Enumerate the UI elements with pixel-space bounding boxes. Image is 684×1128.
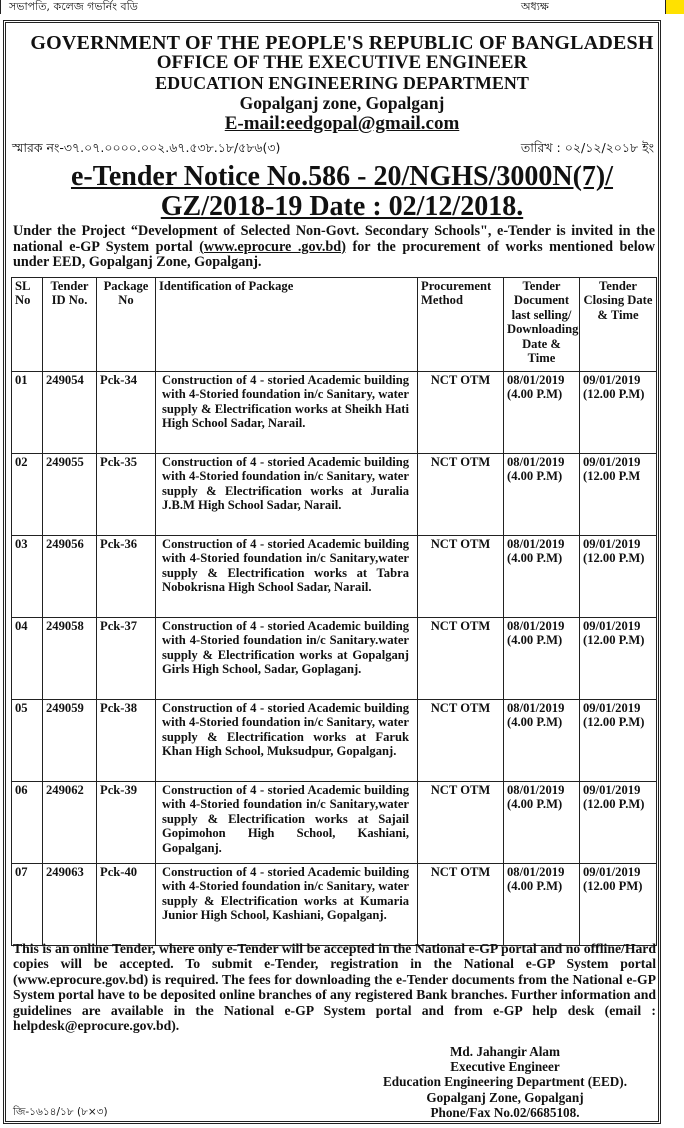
col-header-method: Procurement Method xyxy=(418,278,504,372)
tender-table xyxy=(11,277,657,946)
top-strip-right-text: অধ্যক্ষ xyxy=(521,0,549,13)
cell-sl: 05 xyxy=(12,700,43,782)
cell-doc-date: 08/01/2019 (4.00 P.M) xyxy=(504,618,580,700)
cell-tender-id: 249059 xyxy=(43,700,97,782)
cell-doc-date: 08/01/2019 (4.00 P.M) xyxy=(504,372,580,454)
cell-tender-id: 249063 xyxy=(43,864,97,946)
cell-description: Construction of 4 - storied Academic building with 4-Storied foundation in/c Sanitary.water supply & Electrification works at Gopalganj Girls High School, Sadar, Goplaganj. xyxy=(156,618,418,700)
cell-doc-date: 08/01/2019 (4.00 P.M) xyxy=(504,782,580,864)
cell-package: Pck-39 xyxy=(97,782,156,864)
signature-block xyxy=(355,1044,655,1120)
portal-link: (www.eprocure .gov.bd) xyxy=(199,238,346,255)
cell-closing: 09/01/2019 (12.00 P.M xyxy=(580,454,657,536)
col-header-sl: SL No xyxy=(12,278,43,372)
memo-date: তারিখ : ০২/১২/২০১৮ ইং xyxy=(520,140,654,155)
cell-tender-id: 249054 xyxy=(43,372,97,454)
col-header-tender-id: Tender ID No. xyxy=(43,278,97,372)
intro-text-2: for the procurement of works mentioned below under EED, Gopalganj Zone, Gopalganj. xyxy=(13,238,655,270)
cell-method: NCT OTM xyxy=(418,536,504,618)
signature-dept: Education Engineering Department (EED). xyxy=(383,1074,627,1090)
signature-phone: Phone/Fax No.02/6685108. xyxy=(430,1104,580,1120)
intro-paragraph xyxy=(13,224,655,271)
cell-sl: 07 xyxy=(12,864,43,946)
memo-number: স্মারক নং-৩৭.০৭.০০০০.০০২.৬৭.৫৩৮.১৮/৫৮৬(৩) xyxy=(12,140,281,155)
header-government: GOVERNMENT OF THE PEOPLE'S REPUBLIC OF BANGLADESH xyxy=(30,32,654,54)
top-strip-box xyxy=(0,0,666,14)
cell-description: Construction of 4 - storied Academic building with 4-Storied foundation in/c Sanitary, water supply & Electrification works at Faruk Khan High School, Muksudpur, Gopalganj. xyxy=(156,700,418,782)
cell-tender-id: 249062 xyxy=(43,782,97,864)
cell-description: Construction of 4 - storied Academic building with 4-Storied foundation in/c Sanitary, water supply & Electrification works at Kumaria Junior High School, Kashiani, Gopalganj. xyxy=(156,864,418,946)
cell-package: Pck-36 xyxy=(97,536,156,618)
cell-sl: 06 xyxy=(12,782,43,864)
cell-sl: 03 xyxy=(12,536,43,618)
signature-title: Executive Engineer xyxy=(450,1059,560,1075)
header-office: OFFICE OF THE EXECUTIVE ENGINEER xyxy=(156,52,528,73)
signature-name: Md. Jahangir Alam xyxy=(449,1044,561,1059)
top-strip xyxy=(0,0,684,14)
cell-method: NCT OTM xyxy=(418,864,504,946)
notice-title-line1: e-Tender Notice No.586 - 20/NGHS/3000N(7)/ xyxy=(70,161,614,192)
col-header-closing: Tender Closing Date & Time xyxy=(580,278,657,372)
cell-doc-date: 08/01/2019 (4.00 P.M) xyxy=(504,536,580,618)
cell-description: Construction of 4 - storied Academic building with 4-Storied foundation in/c Sanitary,water supply & Electrification works at Tabra Nobokrisna High School Sadar, Narail. xyxy=(156,536,418,618)
cell-doc-date: 08/01/2019 (4.00 P.M) xyxy=(504,454,580,536)
cell-closing: 09/01/2019 (12.00 PM) xyxy=(580,864,657,946)
cell-sl: 04 xyxy=(12,618,43,700)
cell-tender-id: 249058 xyxy=(43,618,97,700)
notice-title-line2: GZ/2018-19 Date : 02/12/2018. xyxy=(160,191,524,222)
cell-doc-date: 08/01/2019 (4.00 P.M) xyxy=(504,864,580,946)
cell-tender-id: 249056 xyxy=(43,536,97,618)
cell-sl: 01 xyxy=(12,372,43,454)
col-header-doc-date: Tender Document last selling/ Downloading Date & Time xyxy=(504,278,580,372)
header-email: E-mail:eedgopal@gmail.com xyxy=(224,113,460,134)
cell-package: Pck-38 xyxy=(97,700,156,782)
cell-description: Construction of 4 - storied Academic building with 4-Storied foundation in/c Sanitary, water supply & Electrification works at Sheikh Hati High School Sadar, Narail. xyxy=(156,372,418,454)
cell-method: NCT OTM xyxy=(418,618,504,700)
table-row xyxy=(12,618,657,700)
cell-package: Pck-37 xyxy=(97,618,156,700)
table-row xyxy=(12,372,657,454)
cell-closing: 09/01/2019 (12.00 P.M) xyxy=(580,536,657,618)
publication-code: জি-১৬১৪/১৮ (৮×৩) xyxy=(13,1106,108,1118)
table-row xyxy=(12,536,657,618)
cell-closing: 09/01/2019 (12.00 P.M) xyxy=(580,618,657,700)
cell-package: Pck-40 xyxy=(97,864,156,946)
cell-sl: 02 xyxy=(12,454,43,536)
intro-text-1: Under the Project “Development of Selected Non-Govt. Secondary Schools", e-Tender is invited in the national e-GP System portal xyxy=(13,223,655,255)
cell-closing: 09/01/2019 (12.00 P.M) xyxy=(580,372,657,454)
table-row xyxy=(12,700,657,782)
table-header-row xyxy=(12,278,657,372)
cell-description: Construction of 4 - storied Academic building with 4-Storied foundation in/c Sanitary,water supply & Electrification works at Sajail Gopimohon High School, Kashiani, Gopalganj. xyxy=(156,782,418,864)
col-header-package: Package No xyxy=(97,278,156,372)
cell-doc-date: 08/01/2019 (4.00 P.M) xyxy=(504,700,580,782)
header-zone: Gopalganj zone, Gopalganj xyxy=(239,93,445,113)
signature-zone: Gopalganj Zone, Gopalganj xyxy=(426,1089,584,1105)
top-strip-left-text: সভাপতি, কলেজ গভর্নিং বডি xyxy=(9,0,138,13)
cell-method: NCT OTM xyxy=(418,700,504,782)
cell-package: Pck-34 xyxy=(97,372,156,454)
cell-closing: 09/01/2019 (12.00 P.M) xyxy=(580,700,657,782)
table-row xyxy=(12,454,657,536)
cell-package: Pck-35 xyxy=(97,454,156,536)
cell-method: NCT OTM xyxy=(418,372,504,454)
cell-closing: 09/01/2019 (12.00 P.M) xyxy=(580,782,657,864)
header-department: EDUCATION ENGINEERING DEPARTMENT xyxy=(155,73,529,93)
cell-method: NCT OTM xyxy=(418,782,504,864)
cell-description: Construction of 4 - storied Academic building with 4-Storied foundation in/c Sanitary, water supply & Electrification works at Juralia J.B.M High School Sadar, Narail. xyxy=(156,454,418,536)
table-row xyxy=(12,864,657,946)
col-header-identification: Identification of Package xyxy=(156,278,418,372)
cell-method: NCT OTM xyxy=(418,454,504,536)
footer-instructions: This is an online Tender, where only e-Tender will be accepted in the National e-GP portal and no offline/Hard copies will be accepted. To submit e-Tender, registration in the National e-GP System portal (www.eprocure.gov.bd) is required. The fees for downloading the e-Tender documents from the National e-GP System portal have to be deposited online branches of any registered Bank branches. Further information and guidelines are available in the National e-GP System portal and from e-GP help desk (email : helpdesk@eprocure.gov.bd). xyxy=(13,941,656,1034)
cell-tender-id: 249055 xyxy=(43,454,97,536)
table-row xyxy=(12,782,657,864)
